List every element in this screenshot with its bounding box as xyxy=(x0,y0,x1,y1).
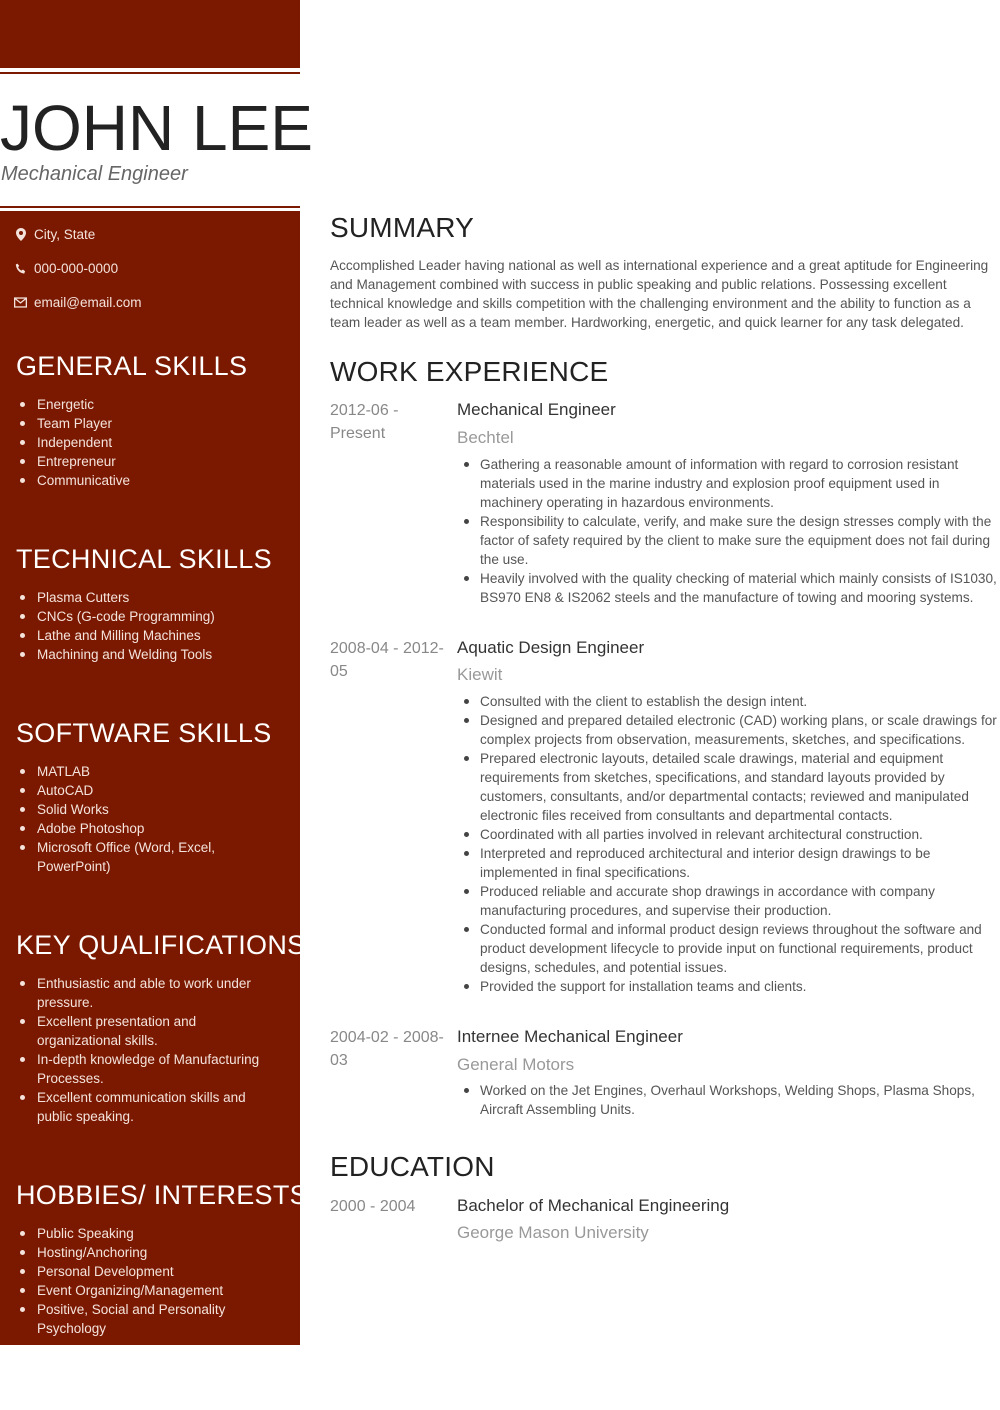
list-item: Provided the support for installation teams and clients. xyxy=(480,977,998,996)
list-item: Worked on the Jet Engines, Overhaul Workshops, Welding Shops, Plasma Shops, Aircraft Assembling Units. xyxy=(480,1081,998,1119)
list-item: Plasma Cutters xyxy=(37,588,287,607)
list-item: MATLAB xyxy=(37,762,237,781)
list-item: Excellent communication skills and public speaking. xyxy=(37,1088,272,1126)
list-item: Solid Works xyxy=(37,800,237,819)
list-item: Lathe and Milling Machines xyxy=(37,626,287,645)
education-heading: EDUCATION xyxy=(330,1151,495,1182)
job-company: Kiewit xyxy=(457,665,503,684)
general-skills-list xyxy=(37,395,287,490)
job-bullets xyxy=(480,455,998,607)
list-item: Public Speaking xyxy=(37,1224,242,1243)
location-text: City, State xyxy=(34,227,96,242)
list-item: Independent xyxy=(37,433,287,452)
list-item: Energetic xyxy=(37,395,287,414)
list-item: Heavily involved with the quality checking of material which mainly consists of IS1030, BS970 EN8 & IS2062 steels and the manufacture of towing and mooring systems. xyxy=(480,571,997,605)
phone-icon xyxy=(14,262,27,275)
candidate-name: JOHN LEE xyxy=(0,92,313,164)
degree: Bachelor of Mechanical Engineering xyxy=(457,1196,730,1215)
software-skills-list xyxy=(37,762,237,876)
list-item: Microsoft Office (Word, Excel, PowerPoint) xyxy=(37,838,237,876)
candidate-role: Mechanical Engineer xyxy=(1,163,188,185)
work-experience-heading: WORK EXPERIENCE xyxy=(330,356,609,387)
key-qualifications-list xyxy=(37,974,272,1126)
job-title: Internee Mechanical Engineer xyxy=(457,1027,683,1046)
contact-email[interactable] xyxy=(14,295,141,310)
list-item: Enthusiastic and able to work under pressure. xyxy=(37,974,272,1012)
list-item: Conducted formal and informal product design reviews throughout the software and product development lifecycle to provide input on functional requirements, product designs, schedules, and potential issues. xyxy=(480,920,998,977)
list-item: Team Player xyxy=(37,414,287,433)
job-date: 2012-06 - Present xyxy=(330,402,399,442)
technical-skills-list xyxy=(37,588,287,664)
envelope-icon xyxy=(14,296,27,309)
general-skills-heading: GENERAL SKILLS xyxy=(16,351,248,381)
list-item: CNCs (G-code Programming) xyxy=(37,607,287,626)
job-title: Mechanical Engineer xyxy=(457,400,616,419)
job-title: Aquatic Design Engineer xyxy=(457,638,645,657)
summary-text: Accomplished Leader having national as well as international experience and a great aptitude for Engineering and Management combined with success in public speaking and public relations. Possessing excellent technical knowledge and skills competition with the challenging environment and the ability to function as a team leader as well as a team member. Hardworking, energetic, and quick learner for any task delegated. xyxy=(330,258,989,330)
list-item: Gathering a reasonable amount of information with regard to corrosion resistant materials used in the marine industry and explosion proof equipment used in machinery operating in hazardous environments. xyxy=(480,455,998,512)
list-item: In-depth knowledge of Manufacturing Processes. xyxy=(37,1050,272,1088)
list-item: Designed and prepared detailed electronic (CAD) working plans, or scale drawings for complex projects from observation, measurements, sketches, and specifications. xyxy=(480,713,997,747)
list-item: Coordinated with all parties involved in relevant architectural construction. xyxy=(480,825,998,844)
job-company: Bechtel xyxy=(457,428,514,447)
hobbies-heading: HOBBIES/ INTERESTS xyxy=(16,1180,308,1210)
job-company: General Motors xyxy=(457,1055,575,1074)
education-date: 2000 - 2004 xyxy=(330,1198,416,1215)
list-item: Excellent presentation and organizational skills. xyxy=(37,1012,272,1050)
list-item: Responsibility to calculate, verify, and make sure the design stresses comply with the factor of safety required by the client to make sure the equipment does not fail during the use. xyxy=(480,512,998,569)
software-skills-heading: SOFTWARE SKILLS xyxy=(16,718,272,748)
hobbies-list xyxy=(37,1224,242,1338)
contact-phone xyxy=(14,261,118,276)
divider xyxy=(0,206,300,208)
summary-heading: SUMMARY xyxy=(330,212,475,243)
list-item: AutoCAD xyxy=(37,781,237,800)
job-bullets xyxy=(480,1081,998,1119)
job-date: 2008-04 - 2012-05 xyxy=(330,640,444,680)
header-band xyxy=(0,0,300,68)
technical-skills-heading: TECHNICAL SKILLS xyxy=(16,544,272,574)
list-item: Positive, Social and Personality Psychology xyxy=(37,1300,242,1338)
divider xyxy=(0,72,300,74)
list-item: Consulted with the client to establish the design intent. xyxy=(480,692,998,711)
list-item: Hosting/Anchoring xyxy=(37,1243,242,1262)
email-link[interactable]: email@email.com xyxy=(34,295,142,310)
map-pin-icon xyxy=(14,228,27,241)
list-item: Personal Development xyxy=(37,1262,242,1281)
list-item: Entrepreneur xyxy=(37,452,287,471)
list-item: Adobe Photoshop xyxy=(37,819,237,838)
list-item: Prepared electronic layouts, detailed scale drawings, material and equipment requirements from sketches, specifications, and standard layouts provided by customers, consultants, and/or departmental contacts; reviewed and manipulated electronic files received from consultants and departmental contacts. xyxy=(480,749,998,825)
school: George Mason University xyxy=(457,1223,649,1242)
list-item: Interpreted and reproduced architectural and interior design drawings to be implemented in final specifications. xyxy=(480,844,998,882)
phone-text: 000-000-0000 xyxy=(34,261,119,276)
job-bullets xyxy=(480,692,998,996)
list-item: Communicative xyxy=(37,471,287,490)
job-date: 2004-02 - 2008-03 xyxy=(330,1029,444,1069)
list-item: Produced reliable and accurate shop drawings in accordance with company manufacturing procedures, and supervise their production. xyxy=(480,882,998,920)
list-item: Machining and Welding Tools xyxy=(37,645,287,664)
contact-location xyxy=(14,227,95,242)
list-item: Event Organizing/Management xyxy=(37,1281,242,1300)
key-qualifications-heading: KEY QUALIFICATIONS xyxy=(16,930,306,960)
